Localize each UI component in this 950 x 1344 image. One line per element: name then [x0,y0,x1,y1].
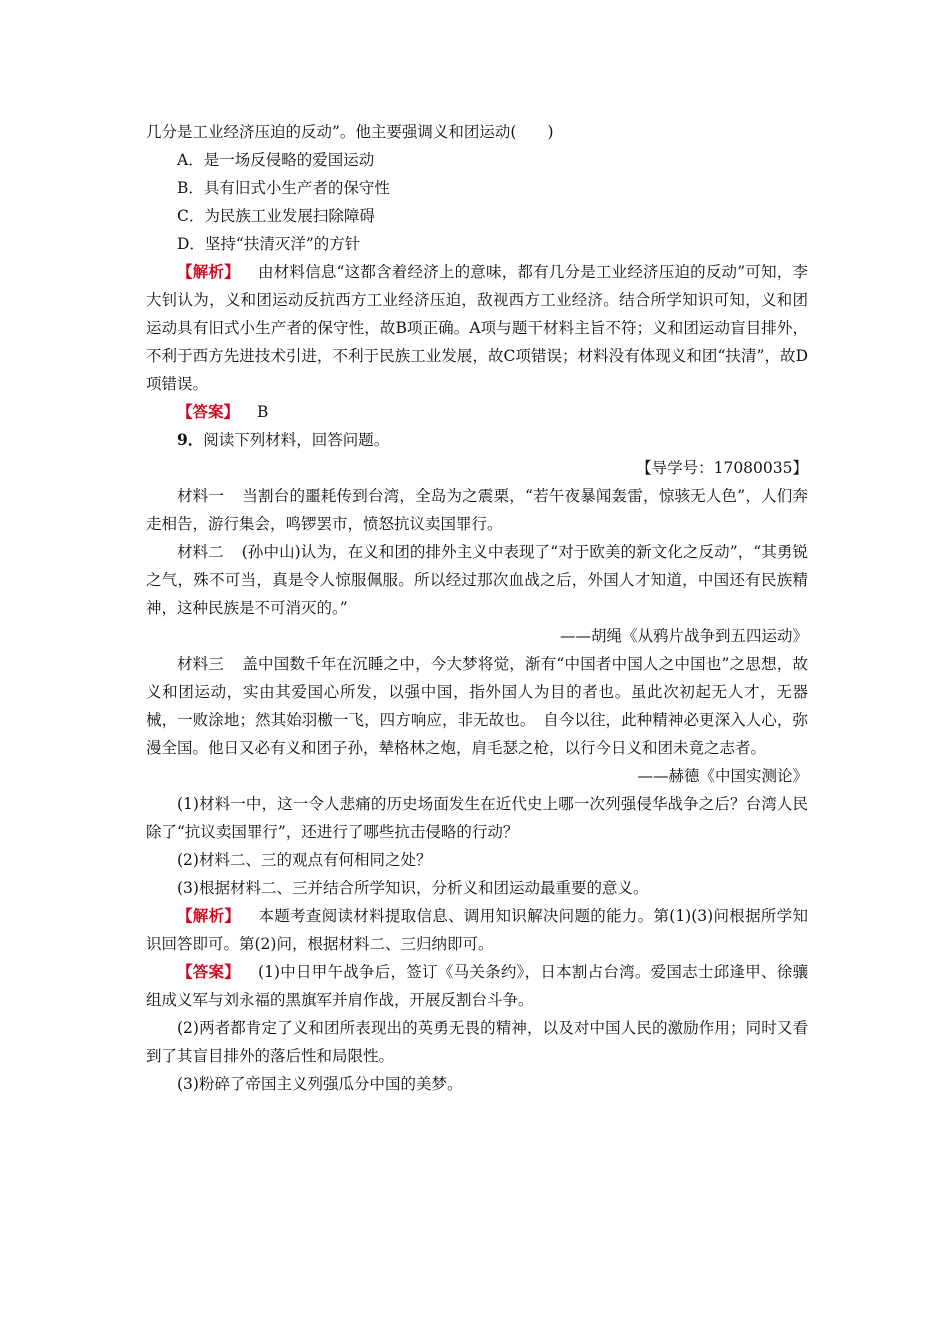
q8-option-a: A．是一场反侵略的爱国运动 [177,151,375,169]
material-2-text: (孙中山)认为，在义和团的排外主义中表现了“对于欧美的新文化之反动”，“其勇锐之气，殊不可当，真是令人惊服佩服。所以经过那次血战之后，外国人才知道，中国还有民族精神，这种民族是不可消灭的。” [146,543,808,617]
q8-analysis [146,258,808,398]
q9-answer-3: (3)粉碎了帝国主义列强瓜分中国的美梦。 [177,1075,463,1093]
material-1-label: 材料一 [177,487,225,505]
material-1 [146,482,808,538]
material-3-label: 材料三 [177,655,225,673]
q8-answer [146,398,808,426]
document-content [146,118,808,1098]
material-2-label: 材料二 [177,543,224,561]
material-1-text: 当割台的噩耗传到台湾，全岛为之震栗，“若午夜暴闻轰雷，惊骇无人色”，人们奔走相告，游行集会，鸣锣罢市，愤怒抗议卖国罪行。 [146,487,808,533]
q9-prompt: 阅读下列材料，回答问题。 [203,431,390,449]
q9-question-3: (3)根据材料二、三并结合所学知识，分析义和团运动最重要的意义。 [177,879,649,897]
q9-answer-1-text: (1)中日甲午战争后，签订《马关条约》，日本割占台湾。爱国志士邱逢甲、徐骧组成义军与刘永福的黑旗军并肩作战，开展反割台斗争。 [146,963,808,1009]
answer-tag: 【答案】 [177,402,240,421]
q9-number: 9． [177,430,204,449]
material-2-source: ——胡绳《从鸦片战争到五四运动》 [559,627,808,645]
q8-option-d: D．坚持“扶清灭洋”的方针 [177,235,361,253]
answer-tag: 【答案】 [177,962,241,981]
material-3-source: ——赫德《中国实测论》 [637,767,808,785]
q8-answer-text: B [257,403,269,421]
q9-analysis-text: 本题考查阅读材料提取信息、调用知识解决问题的能力。第(1)(3)问根据所学知识回答即可。第(2)问，根据材料二、三归纳即可。 [146,907,808,953]
q9-analysis [146,902,808,958]
q9-heading [146,426,808,454]
analysis-tag: 【解析】 [177,262,240,281]
q9-question-2: (2)材料二、三的观点有何相同之处？ [177,851,432,869]
q8-option-b: B．具有旧式小生产者的保守性 [177,179,390,197]
material-3 [146,650,808,762]
q9-answer-2: (2)两者都肯定了义和团所表现出的英勇无畏的精神，以及对中国人民的激励作用；同时又看到了其盲目排外的落后性和局限性。 [146,1019,808,1065]
q9-answer-1 [146,958,808,1014]
material-2 [146,538,808,622]
q8-option-c: C．为民族工业发展扫除障碍 [177,207,375,225]
guide-number: 【导学号：17080035】 [636,459,808,477]
q8-stem-tail: 几分是工业经济压迫的反动”。他主要强调义和团运动( ) [146,123,554,141]
analysis-tag: 【解析】 [177,906,241,925]
q8-analysis-text: 由材料信息“这都含着经济上的意味，都有几分是工业经济压迫的反动”可知，李大钊认为，义和团运动反抗西方工业经济压迫，敌视西方工业经济。结合所学知识可知，义和团运动具有旧式小生产者的保守性，故B项正确。A项与题干材料主旨不符；义和团运动盲目排外，不利于西方先进技术引进，不利于民族工业发展，故C项错误；材料没有体现义和团“扶清”，故D项错误。 [146,263,808,393]
material-3-text: 盖中国数千年在沉睡之中，今大梦将觉，渐有“中国者中国人之中国也”之思想，故义和团运动，实由其爱国心所发，以强中国，指外国人为目的者也。虽此次初起无人才，无器械，一败涂地；然其始羽檄一飞，四方响应，非无故也。 自今以往，此种精神必更深入人心，弥漫全国。他日又必有义和团子孙，辇格林之炮，肩毛瑟之枪，以行今日义和团未竟之志者。 [146,655,808,757]
q9-question-1: (1)材料一中，这一令人悲痛的历史场面发生在近代史上哪一次列强侵华战争之后？台湾人民除了“抗议卖国罪行”，还进行了哪些抗击侵略的行动？ [146,795,808,841]
